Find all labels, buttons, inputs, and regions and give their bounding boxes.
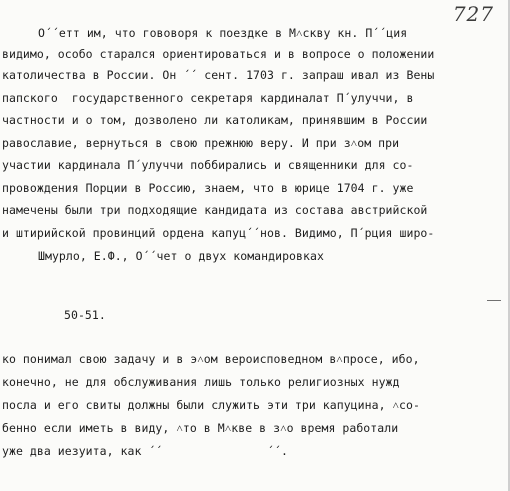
page-reference: 50-51. [64,308,106,322]
text-line: и штирийской провинций ордена капуц´´нов. Видимо, П´рция широ- [2,226,435,240]
text-line: провождения Порции в Россию, знаем, что в юрице 1704 г. уже [2,181,414,195]
text-line: посла и его свиты должны были служить эти три капуцина, ˄со- [2,398,420,412]
text-line: бенно если иметь в виду, ˄то в М˄кве в з˄о время работали [2,421,399,435]
text-line: равославие, вернуться в свою прежнюю веру. И при з˄ом при [2,136,400,150]
text-line: намечены были три подходящие кандидата из состава австрийской [2,203,428,217]
text-line: конечно, не для обслуживания лишь только религиозных нужд [2,375,400,389]
citation: Шмурло, Е.Ф., О´´чет о двух командировках [38,249,324,263]
text-line: частности и о том, дозволено ли католикам, принявшим в России [2,113,428,127]
page-number: 727 [452,2,494,26]
text-line: уже два иезуита, как ´´ ´´. [2,444,288,458]
text-line: католичества в России. Он ´´ сент. 1703 г. запраш ивал из Вены [2,68,435,82]
text-line: ко понимал свою задачу и в э˄ом вероисповедном в˄просе, ибо, [2,352,420,366]
text-line: участии кардинала П´улуччи поббирались и священники для со- [2,158,414,172]
text-line: О´´етт им, что гововоря к поездке в М˄скву кн. П´´ция [38,26,408,40]
text-line: видимо, особо старался ориентироваться и в вопросе о положении [2,47,435,61]
text-line: папского государственного секретаря кардиналат П´улуччи, в [2,91,414,105]
margin-mark [487,300,501,301]
